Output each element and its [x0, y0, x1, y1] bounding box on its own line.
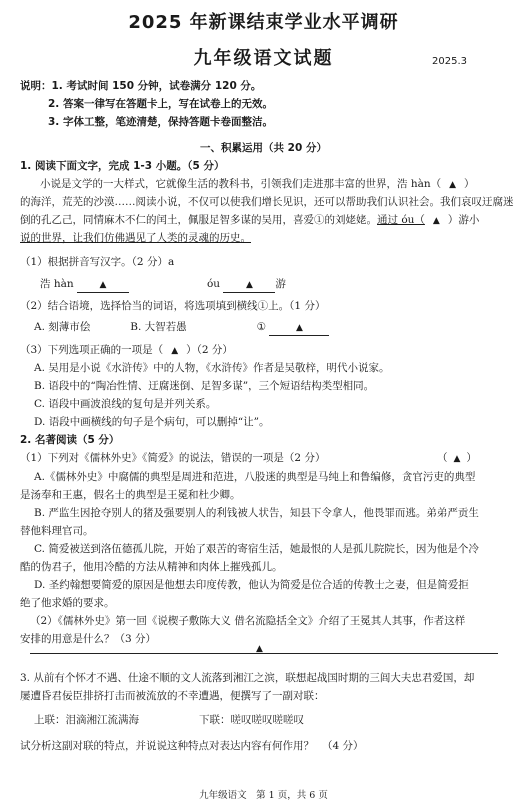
notes-line-1	[20, 79, 261, 93]
q1-passage-line-1	[40, 177, 475, 192]
passage-text: ）	[464, 178, 475, 190]
pinyin-b: óu	[206, 278, 221, 290]
notes-label: 说明：	[20, 80, 52, 92]
q2-sub2-line-2: 安排的用意是什么？（3 分）	[20, 633, 157, 645]
exam-date: 2025.3	[432, 56, 467, 67]
blank-a: ▲	[77, 278, 129, 293]
blank-1: ▲	[269, 321, 329, 336]
couplet-lower: 下联：嗟叹嗟叹嗟嗟叹	[199, 714, 304, 726]
q1-sub3-option-d: D. 语段中画横线的句子是个病句，可以删掉“让”。	[34, 416, 270, 428]
q1-passage-line-4: 说的世界，让我们仿佛遇见了人类的灵魂的历史。	[20, 232, 251, 244]
paren: ）	[466, 452, 477, 464]
pinyin-a: 浩 hàn	[40, 278, 74, 290]
blank-marker: ▲	[449, 180, 457, 190]
blank-marker: ▲	[171, 346, 179, 356]
notes-item-3: 3. 字体工整，笔迹清楚，保持答题卡卷面整洁。	[48, 116, 273, 128]
q2-option-c-1: C. 简爱被送到洛伍德孤儿院，开始了艰苦的寄宿生活，她最恨的人是孤儿院院长，因为他是个冷	[34, 543, 479, 555]
q1-sub3-option-b: B. 语段中的“陶冶性情、迂腐迷倒、足智多谋”，三个短语结构类型相同。	[34, 380, 375, 392]
passage-text: 倒的孔乙己，同情麻木不仁的闰土，佩服足智多谋的吴用，喜爱①的刘姥姥。	[20, 214, 377, 226]
blank-marker: ▲	[432, 216, 440, 226]
q2-option-c-2: 酷的伪君子，他用冷酷的方法从精神和肉体上摧残孤儿。	[20, 561, 283, 573]
page-footer: 九年级语文 第 1 页，共 6 页	[199, 790, 328, 801]
q2-sub1-answer	[437, 451, 477, 466]
blank-b: ▲	[223, 278, 275, 293]
mark-1: ①	[256, 321, 267, 333]
q2-option-a-2: 是汤奉和王惠，假名士的典型是王冕和杜少卿。	[20, 489, 241, 501]
q3-line-1: 3. 从前有个怀才不遇、仕途不顺的文人流落到湘江之滨，联想起战国时期的三闾大夫忠君爱国，却	[20, 672, 475, 684]
exam-subtitle: 九年级语文试题	[193, 48, 334, 69]
notes-item-1: 1. 考试时间 150 分钟，试卷满分 120 分。	[51, 80, 262, 92]
sub3-text: （3）下列选项正确的一项是（	[20, 344, 164, 356]
q1-sub3-option-a: A. 吴用是小说《水浒传》中的人物，《水浒传》作者是吴敬梓，明代小说家。	[34, 362, 390, 374]
q2-option-d-2: 绝了他求婚的要求。	[20, 597, 115, 609]
q2-option-b-2: 替他料理官司。	[20, 525, 94, 537]
q1-sub1: （1）根据拼音写汉字。（2 分）a	[20, 256, 175, 268]
sub3-text-tail: ）（2 分）	[186, 344, 233, 356]
q1-passage-line-2: 的海洋，荒芜的沙漠……阅读小说，不仅可以使我们增长见识，还可以帮助我们认识社会。我们哀叹迂腐迷	[20, 196, 514, 208]
couplet-upper: 上联：泪滴湘江流满海	[34, 714, 139, 726]
paren: （	[437, 452, 448, 464]
q3-question-text: 试分析这副对联的特点，并说说这种特点对表达内容有何作用？	[20, 740, 314, 752]
option-b: B. 大智若愚	[130, 321, 187, 333]
pinyin-b-tail: 游	[275, 278, 286, 290]
q2-sub2-line-1: （2）《儒林外史》第一回《说楔子敷陈大义 借名流隐括全文》介绍了王冕其人其事，作者这样	[30, 615, 466, 627]
q2-sub1: （1）下列对《儒林外史》《简爱》的说法，错误的一项是（2 分）	[20, 452, 326, 464]
passage-text: 通过 óu（	[377, 214, 425, 226]
q3-couplet	[34, 713, 304, 727]
q1-sub3	[20, 343, 233, 358]
q3-line-2: 屡遭昏君佞臣排挤打击而被流放的不幸遭遇，便撰写了一副对联：	[20, 690, 325, 702]
option-a: A. 刻薄市侩	[34, 321, 91, 333]
q1-sub2: （2）结合语境，选择恰当的词语，将选项填到横线①上。（1 分）	[20, 300, 326, 312]
section-heading: 一、积累运用（共 20 分）	[200, 142, 327, 154]
q2-stem: 2. 名著阅读（5 分）	[20, 434, 120, 446]
q2-option-b-1: B. 严监生因抢夺别人的猪及强要别人的利钱被人状告，知县下令拿人，他畏罪而逃。弟弟严贡生	[34, 507, 479, 519]
answer-line-marker: ▲	[256, 644, 263, 654]
passage-text: 小说是文学的一大样式，它就像生活的教科书，引领我们走进那丰富的世界，浩 hàn（	[40, 178, 442, 190]
answer-line	[30, 653, 498, 654]
q2-option-a-1: A.《儒林外史》中腐儒的典型是周进和范进，八股迷的典型是马纯上和鲁编修，贪官污吏的典型	[34, 471, 476, 483]
q1-passage-line-3	[20, 213, 479, 228]
passage-text: ）游小	[447, 214, 480, 226]
q3-score: （4 分）	[322, 740, 364, 752]
q1-sub1-blanks	[40, 277, 286, 293]
q3-question	[20, 739, 364, 753]
exam-title: 2025 年新课结束学业水平调研	[128, 12, 399, 33]
q2-option-d-1: D. 圣约翰想要简爱的原因是他想去印度传教，他认为简爱是位合适的传教士之妻，但是简爱拒	[34, 579, 469, 591]
q1-stem: 1. 阅读下面文字，完成 1-3 小题。（5 分）	[20, 160, 225, 172]
q1-sub3-option-c: C. 语段中画波浪线的复句是并列关系。	[34, 398, 217, 410]
notes-item-2: 2. 答案一律写在答题卡上，写在试卷上的无效。	[48, 98, 273, 110]
q1-sub2-options	[34, 320, 329, 336]
blank-marker: ▲	[453, 454, 461, 464]
